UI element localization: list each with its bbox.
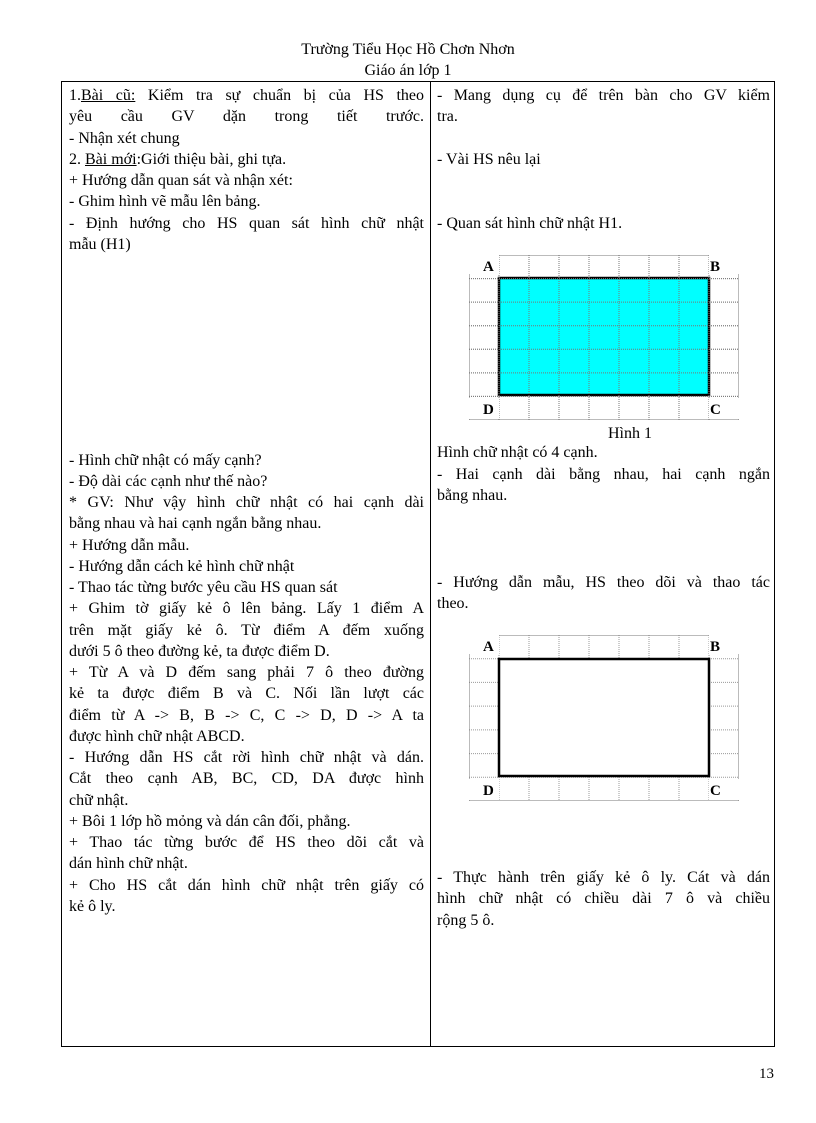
figure-2-rectangle-grid [469, 635, 739, 801]
left-line-13: + Hướng dẫn mẫu. [69, 537, 190, 554]
label-a: A [483, 259, 494, 275]
left-line-8: mẫu (H1) [69, 236, 131, 253]
left-line-21: điểm từ A -> B, B -> C, C -> D, D -> A ta [69, 707, 424, 724]
right-line-8: - Hướng dẫn mẫu, HS theo dõi và thao tác [437, 574, 770, 591]
lesson-table [61, 81, 775, 1047]
column-divider [430, 82, 431, 1046]
left-line-6: - Ghim hình vẽ mẫu lên bảng. [69, 193, 261, 210]
rectangle-abcd [499, 278, 709, 395]
right-line-9: theo. [437, 595, 469, 612]
label-b: B [710, 259, 721, 275]
right-line-5: Hình chữ nhật có 4 cạnh. [437, 444, 598, 461]
label-a: A [483, 639, 494, 655]
left-line-3: - Nhận xét chung [69, 130, 180, 147]
right-line-12: rộng 5 ô. [437, 912, 495, 929]
left-line-20: kẻ ta được điểm B và C. Nối lần lượt các [69, 685, 424, 702]
right-line-4: - Quan sát hình chữ nhật H1. [437, 215, 623, 232]
right-line-7: bằng nhau. [437, 487, 508, 504]
left-line-24: Cắt theo cạnh AB, BC, CD, DA được hình [69, 770, 424, 787]
figure-1-rectangle-grid [469, 255, 739, 420]
figure-1-caption: Hình 1 [608, 425, 652, 442]
left-line-15: - Thao tác từng bước yêu cầu HS quan sát [69, 579, 338, 596]
right-line-1: - Mang dụng cụ để trên bàn cho GV kiểm [437, 87, 770, 104]
left-line-28: dán hình chữ nhật. [69, 855, 188, 872]
left-line-19: + Từ A và D đếm sang phải 7 ô theo đường [69, 664, 424, 681]
left-line-22: được hình chữ nhật ABCD. [69, 728, 245, 745]
left-line-18: dưới 5 ô theo đường kẻ, ta được điểm D. [69, 643, 330, 660]
left-line-23: - Hướng dẫn HS cắt rời hình chữ nhật và dán. [69, 749, 424, 766]
label-d: D [483, 402, 494, 418]
left-line-17: trên mặt giấy kẻ ô. Từ điểm A đếm xuống [69, 622, 424, 639]
label-d: D [483, 783, 494, 799]
left-line-9: - Hình chữ nhật có mấy cạnh? [69, 452, 262, 469]
right-line-2: tra. [437, 108, 458, 125]
left-line-11: * GV: Như vậy hình chữ nhật có hai cạnh dài [69, 494, 424, 511]
label-c: C [710, 783, 721, 799]
left-line-5: + Hướng dẫn quan sát và nhận xét: [69, 172, 293, 189]
lesson-subtitle: Giáo án lớp 1 [364, 62, 452, 79]
left-line-1: 1.Bài cũ: Kiểm tra sự chuẩn bị của HS theo [69, 87, 424, 104]
page-number: 13 [759, 1066, 774, 1082]
right-line-11: hình chữ nhật có chiều dài 7 ô và chiều [437, 890, 770, 907]
label-b: B [710, 639, 721, 655]
left-line-10: - Độ dài các cạnh như thế nào? [69, 473, 268, 490]
left-line-27: + Thao tác từng bước để HS theo dõi cắt và [69, 834, 424, 851]
school-name: Trường Tiểu Học Hồ Chơn Nhơn [301, 41, 515, 58]
left-line-16: + Ghim tờ giấy kẻ ô lên bảng. Lấy 1 điểm A [69, 600, 424, 617]
rectangle-abcd [499, 659, 709, 776]
left-line-2: yêu cầu GV dặn trong tiết trước. [69, 108, 424, 125]
left-line-30: kẻ ô ly. [69, 898, 116, 915]
left-line-12: bằng nhau và hai cạnh ngắn bằng nhau. [69, 515, 322, 532]
right-line-10: - Thực hành trên giấy kẻ ô ly. Cát và dán [437, 869, 770, 886]
right-line-6: - Hai cạnh dài bằng nhau, hai cạnh ngắn [437, 466, 770, 483]
left-line-29: + Cho HS cắt dán hình chữ nhật trên giấy có [69, 877, 424, 894]
left-line-25: chữ nhật. [69, 792, 129, 809]
left-line-26: + Bôi 1 lớp hồ mỏng và dán cân đối, phẳng. [69, 813, 351, 830]
label-c: C [710, 402, 721, 418]
right-line-3: - Vài HS nêu lại [437, 151, 541, 168]
left-line-7: - Định hướng cho HS quan sát hình chữ nhật [69, 215, 424, 232]
left-line-14: - Hướng dẫn cách kẻ hình chữ nhật [69, 558, 295, 575]
left-line-4: 2. Bài mới:Giới thiệu bài, ghi tựa. [69, 151, 287, 168]
